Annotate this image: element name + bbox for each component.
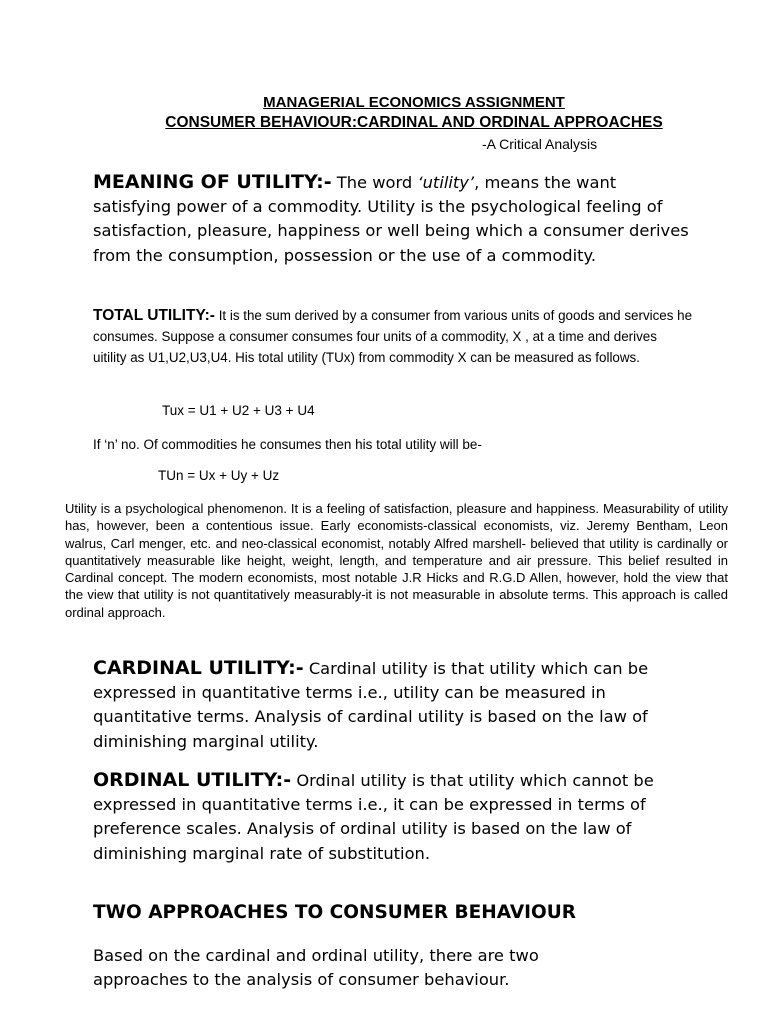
ordinal-utility-section xyxy=(93,768,693,866)
total-utility-section xyxy=(93,305,693,368)
meaning-text-before: The word xyxy=(331,173,418,192)
two-approaches-heading: TWO APPROACHES TO CONSUMER BEHAVIOUR xyxy=(93,902,577,923)
meaning-of-utility-section xyxy=(93,170,693,268)
assignment-subtitle: CONSUMER BEHAVIOUR:CARDINAL AND ORDINAL APPROACHES xyxy=(165,114,663,131)
total-utility-heading: TOTAL UTILITY:- xyxy=(93,307,215,324)
total-utility-text: It is the sum derived by a consumer from various units of goods and services he consumes. Suppose a consumer consumes four units of a commodity, X , at a time and derives uitility as U1,U2,U3,U4. His total utility (TUx) from commodity X can be measured as follows. xyxy=(93,308,693,365)
meaning-text-after: , means the want satisfying power of a commodity. Utility is the psychological feeling of satisfaction, pleasure, happiness or well being which a consumer derives from the consumption, possession or the use of a commodity. xyxy=(93,173,689,265)
assignment-tagline: -A Critical Analysis xyxy=(482,136,598,152)
ordinal-heading: ORDINAL UTILITY:- xyxy=(93,769,292,791)
two-approaches-text: Based on the cardinal and ordinal utility, there are two approaches to the analysis of consumer behaviour. xyxy=(93,946,539,990)
cardinal-heading: CARDINAL UTILITY:- xyxy=(93,657,304,679)
assignment-title: MANAGERIAL ECONOMICS ASSIGNMENT xyxy=(263,94,565,111)
n-commodities-sentence: If ‘n’ no. Of commodities he consumes then his total utility will be- xyxy=(93,437,482,452)
total-utility-formula: Tux = U1 + U2 + U3 + U4 xyxy=(162,403,315,418)
cardinal-utility-section xyxy=(93,656,693,754)
meaning-italic-term: ‘utility’ xyxy=(417,173,475,192)
measurability-paragraph: Utility is a psychological phenomenon. It is a feeling of satisfaction, pleasure and happiness. Measurability of utility has, however, been a contentious issue. Early economists-classical economists, viz. Jeremy Bentham, Leon walrus, Carl menger, etc. and neo-classical economist, notably Alfred marshell- believed that utility is cardinally or quantitatively measurable like height, weight, length, and temperature and air pressure. This belief resulted in Cardinal concept. The modern economists, most notable J.R Hicks and R.G.D Allen, however, hold the view that the view that utility is not quantitatively measurably-it is not measurable in absolute terms. This approach is called ordinal approach. xyxy=(65,501,728,620)
ordinal-text: Ordinal utility is that utility which cannot be expressed in quantitative terms i.e., it can be expressed in terms of preference scales. Analysis of ordinal utility is based on the law of diminishing marginal rate of substitution. xyxy=(93,771,654,863)
meaning-heading: MEANING OF UTILITY:- xyxy=(93,171,332,193)
n-commodities-formula: TUn = Ux + Uy + Uz xyxy=(158,468,280,483)
cardinal-text: Cardinal utility is that utility which can be expressed in quantitative terms i.e., utility can be measured in quantitative terms. Analysis of cardinal utility is based on the law of diminishing marginal utility. xyxy=(93,659,649,751)
